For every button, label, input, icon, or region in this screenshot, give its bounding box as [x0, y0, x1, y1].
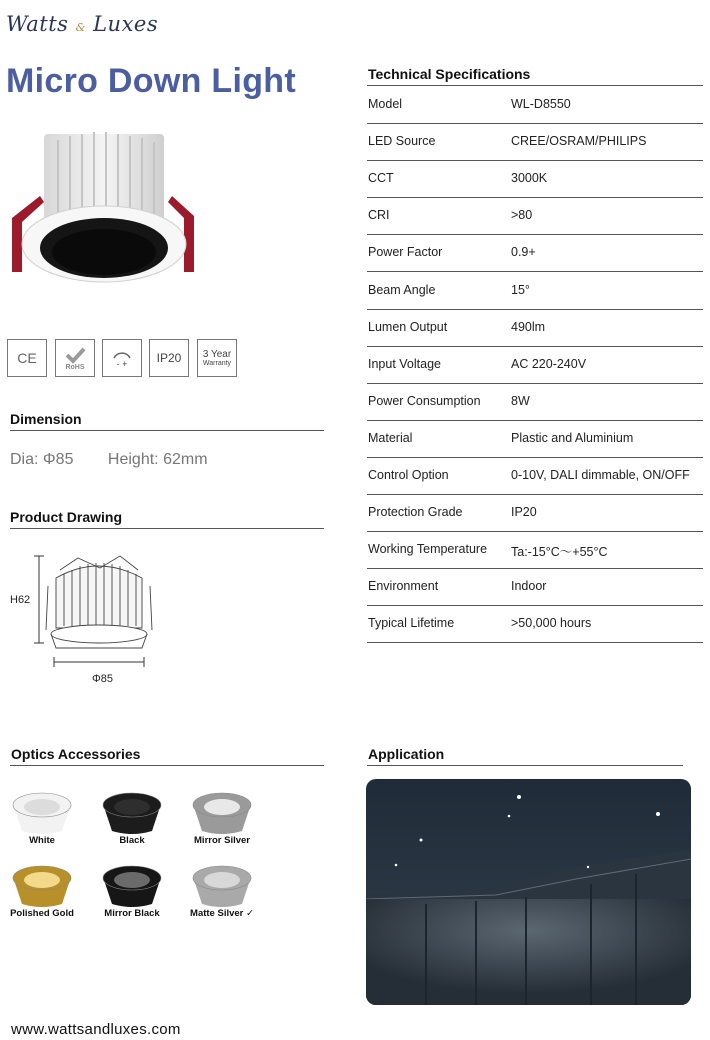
footer-website[interactable]: www.wattsandluxes.com	[11, 1021, 181, 1038]
optic-reflector-icon	[10, 787, 74, 835]
spec-value: Ta:-15°C～+55°C	[511, 545, 608, 560]
spec-value: 0-10V, DALI dimmable, ON/OFF	[511, 468, 690, 482]
optic-label: Black	[119, 835, 145, 846]
page-title: Micro Down Light	[6, 62, 296, 100]
spec-row	[367, 197, 703, 235]
optic-reflector-icon	[10, 860, 74, 908]
application-photo	[366, 779, 691, 1005]
product-image	[6, 126, 206, 286]
warranty-icon: 3 Year Warranty	[197, 339, 237, 377]
spec-value: WL-D8550	[511, 97, 571, 111]
brand-amp: &	[75, 21, 86, 34]
optic-reflector-icon	[100, 787, 164, 835]
spec-key: Typical Lifetime	[368, 616, 455, 631]
ce-icon: CE	[7, 339, 47, 377]
optic-label: White	[29, 835, 55, 846]
optic-reflector-icon	[190, 860, 254, 908]
spec-row	[367, 86, 703, 124]
dimension-dia: Dia: Φ85	[10, 451, 74, 468]
spec-key: Protection Grade	[368, 505, 463, 520]
drawing-dia-label: Φ85	[92, 673, 114, 685]
spec-value: 490lm	[511, 319, 546, 334]
spec-key: CCT	[368, 171, 394, 186]
optic-label: Polished Gold	[10, 908, 74, 919]
spec-value: >50,000 hours	[511, 616, 592, 631]
brand-left: Watts	[6, 12, 69, 36]
spec-value: 8W	[511, 393, 530, 408]
spec-row	[367, 531, 703, 569]
product-drawing	[8, 548, 158, 688]
dimension-values	[10, 451, 238, 469]
spec-key: Lumen Output	[368, 319, 448, 334]
application-rule	[367, 765, 683, 766]
spec-key: CRI	[368, 208, 390, 223]
spec-row	[367, 383, 703, 421]
check-icon	[64, 346, 86, 364]
spec-row	[367, 272, 703, 310]
application-heading: Application	[368, 746, 445, 762]
brand-logo	[6, 12, 158, 36]
drawing-heading: Product Drawing	[10, 509, 123, 525]
spec-row	[367, 346, 703, 384]
spec-value: 3000K	[511, 171, 548, 186]
optics-heading: Optics Accessories	[11, 746, 141, 762]
optic-label: Matte Silver ✓	[190, 908, 254, 919]
spec-value: Plastic and Aluminium	[511, 430, 634, 445]
spec-row	[367, 309, 703, 347]
spec-value: Indoor	[511, 579, 547, 594]
optic-label: Mirror Silver	[194, 835, 250, 846]
spec-value: >80	[511, 208, 533, 223]
spec-key: Environment	[368, 579, 439, 594]
drawing-height-label: H62	[10, 594, 31, 606]
spec-row	[367, 568, 703, 606]
dimension-rule	[10, 430, 324, 431]
spec-row	[367, 123, 703, 161]
spec-key: Working Temperature	[368, 542, 488, 557]
spec-key: Input Voltage	[368, 356, 441, 371]
drawing-rule	[10, 528, 324, 529]
spec-row	[367, 605, 703, 643]
spec-key: Power Consumption	[368, 393, 481, 408]
dimension-height: Height: 62mm	[107, 451, 208, 468]
dimmable-icon: - +	[102, 339, 142, 377]
spec-row	[367, 494, 703, 532]
spec-value: 15°	[511, 282, 530, 297]
spec-value: AC 220-240V	[511, 356, 587, 371]
rohs-icon: RoHS	[55, 339, 95, 377]
spec-value: CREE/OSRAM/PHILIPS	[511, 134, 647, 149]
spec-key: Power Factor	[368, 245, 443, 260]
spec-key: Beam Angle	[368, 282, 436, 297]
spec-key: LED Source	[368, 134, 436, 149]
spec-value: 0.9+	[511, 245, 536, 260]
optics-rule	[10, 765, 324, 766]
brand-right: Luxes	[93, 12, 159, 36]
specs-heading: Technical Specifications	[368, 66, 531, 82]
optic-reflector-icon	[190, 787, 254, 835]
optic-label: Mirror Black	[104, 908, 160, 919]
dimension-heading: Dimension	[10, 411, 82, 427]
dimmer-arc-icon	[111, 347, 133, 359]
ip-rating-icon: IP20	[149, 339, 189, 377]
spec-key: Model	[368, 97, 403, 111]
spec-value: IP20	[511, 505, 537, 520]
spec-row	[367, 234, 703, 272]
spec-row	[367, 160, 703, 198]
spec-row	[367, 457, 703, 495]
spec-row	[367, 420, 703, 458]
spec-key: Material	[368, 430, 413, 445]
optic-reflector-icon	[100, 860, 164, 908]
spec-key: Control Option	[368, 468, 449, 482]
